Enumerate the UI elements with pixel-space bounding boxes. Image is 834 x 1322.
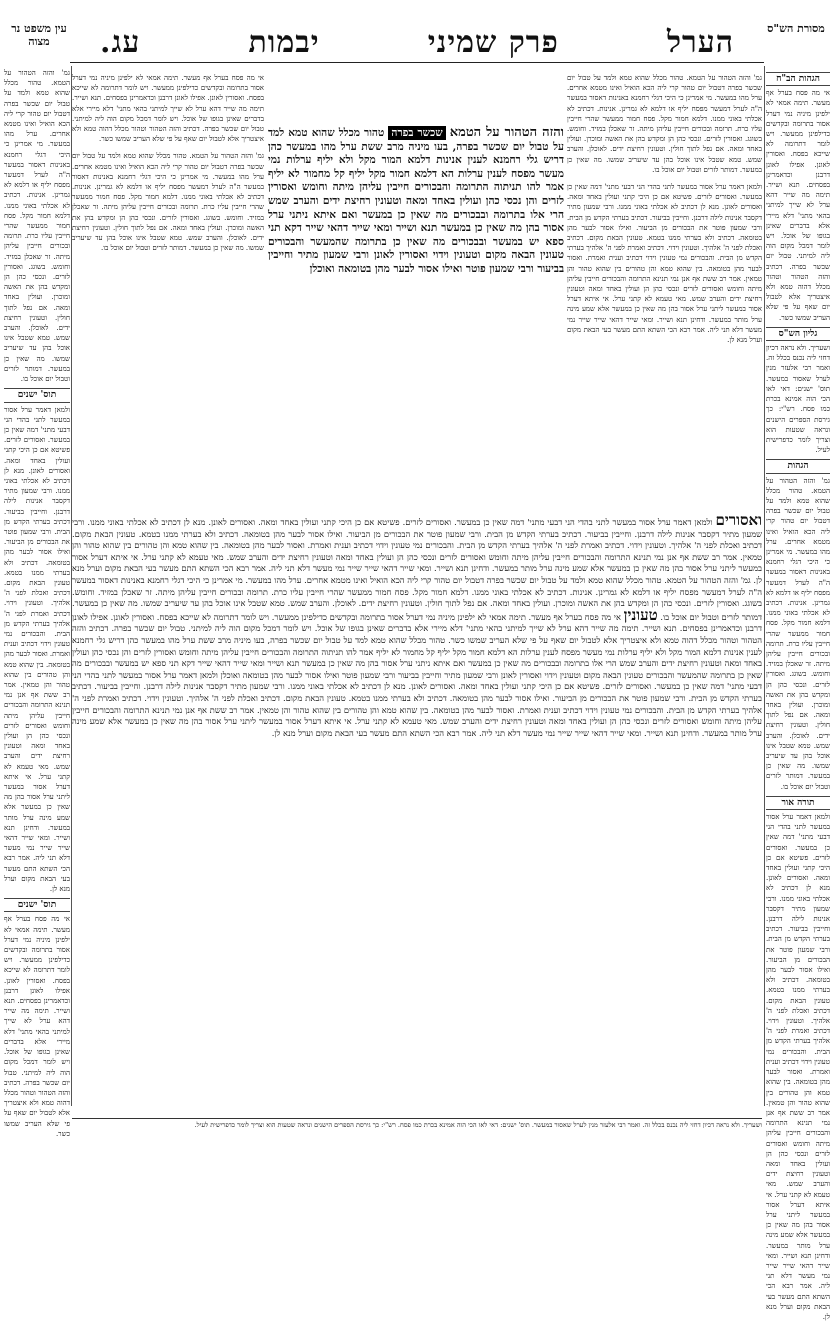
tosafot-text: אי מה פסח בערל אף מעשר. תימה אמאי לא ילפינן מיניה נמי דערל אסור בתרומה ובקדשים כדילפינן ממעשר. ויש לומר דתרומה לא שייכא בפסח. ואסורין לאונן. אפילו לאונן דרבנן וכדאמרינן בפסחים. תנא ושייר. תימה מה שייר דהא ערל לא שייך למיתני בהאי מתני' דלא מיירי אלא בדברים שאינן בגופו של אוכל. ויש לומר דמכל מקום הוה ליה למיתני. טבול יום שכשר בפרה. דכתיב והזה הטהור וטהור מכלל דהוה טמא ולא איצטריך אלא לטבול יום שאף על פי שלא העריב שמשו כשר. — [72, 74, 264, 144]
chapter-name: הערל — [666, 25, 734, 60]
masoret-hashas-heading: מסורת הש"ס — [767, 22, 825, 35]
rashi-text: גמ' והזה הטהור על הטמא. טהור מכלל שהוא טמא ולמד על טבול יום שכשר בפרה דטבול יום טהור קרי ליה הכא הואיל ואינו מטמא אחרים. ערל מהו במעשר. מי אמרינן כי היכי דגלי רחמנא באנינות דאסור במעשר ה"ה לערל דמעשר מפסח יליף או דלמא לא גמרינן. אנינות. דכתיב לא אכלתי באוני ממנו. דלמא חמור מקל. פסח חמור ממעשר שהרי חייבין עליו כרת. תרומה ובכורים חייבין עליהן מיתה. זר שאכלן במזיד. וחומש. בשוגג. ואסורין לזרים. ונכסי כהן הן ומקדש בהן את האשה ומוכרן. ועולין באחד ומאה. אם נפל לתוך חולין. וטעונין רחיצת ידים. לאוכלן. והערב שמש. טמא שטבל אינו אוכל בהן עד שיעריב שמשו. מה שאין כן במעשר. דמותר לזרים וטבול יום אוכל בו. — [567, 74, 762, 174]
central-text — [268, 126, 564, 506]
tosafot-yeshanim-text-2: אי מה פסח בערל אף מעשר. תימה אמאי לא ילפינן מיניה נמי דערל אסור בתרומה ובקדשים כדילפינן ממעשר. ויש לומר דתרומה לא שייכא בפסח. ואסורין לאונן. אפילו לאונן דרבנן וכדאמרינן בפסחים. תנא ושייר. תימה מה שייר דהא ערל לא שייך למיתני בהאי מתני' דלא מיירי אלא בדברים שאינן בגופו של אוכל. ויש לומר דמכל מקום הוה ליה למיתני. טבול יום שכשר בפרה. דכתיב והזה הטהור וטהור מכלל דהוה טמא ולא איצטריך אלא לטבול יום שאף על פי שלא העריב שמשו כשר. — [4, 915, 70, 1138]
left-margin-column — [4, 68, 70, 1138]
ein-mishpat-heading: עין משפט נר מצוה — [11, 22, 67, 48]
hagahot-habach-title: הגהות הב"ח — [766, 72, 830, 86]
gemara-lead-word: ואסורים — [715, 511, 762, 529]
torah-or-text: ולמאן דאמר ערל אסור במעשר לתני בהדי הני דבעי מתני' דמה שאין כן במעשר. ואסורים לזרים. פשיטא אם כן היכי קתני ועולין באחד ומאה. ואסורים לאונן. מנא לן דכתיב לא אכלתי באוני ממנו. ורבי שמעון מתיר דקסבר אנינות לילה דרבנן. וחייבין בביעור. דכתיב בערתי הקדש מן הבית. ורבי שמעון פוטר את הבכורים מן הביעור. ואילו אסור לבער מהן בטומאה. דכתיב ולא בערתי ממנו בטמא. טעונין הבאת מקום. דכתיב ואכלת לפני ה' אלהיך. וטעונין וידוי. דכתיב ואמרת לפני ה' אלהיך בערתי הקדש מן הבית. והבכורים נמי טעונין וידוי דכתיב וענית ואמרת. ואסור לבער מהן בטומאה. בין שהוא טמא והן טהורים בין שהוא טהור והן טמאין. אמר רב ששת אף אנן נמי תנינא התרומה והבכורים חייבין עליהן מיתה וחומש ואסורים לזרים ונכסי כהן הן ועולין באחד ומאה וטעונין רחיצת ידים והערב שמש. מאי טעמא לא קתני ערל. אי איתא דערל אסור במעשר ליתני ערל אסור בהן מה שאין כן במעשר אלא שמע מינה ערל מותר במעשר. ודחינן תנא ושייר. ומאי שייר דהאי שייר שייר נמי מעשר דלא תני ליה. אמר רבא הכי השתא התם מעשר בעי הבאת מקום וערל מנא לן. — [766, 813, 830, 1321]
folio-number: עג. — [100, 25, 141, 60]
gemara-text-3: אי מה פסח בערל אף מעשר. תימה אמאי לא ילפינן מיניה נמי דערל אסור בתרומה ובקדשים כדילפינן ממעשר. ויש לומר דתרומה לא שייכא בפסח. ואסורין לאונן. אפילו לאונן דרבנן וכדאמרינן בפסחים. תנא ושייר. תימה מה שייר דהא ערל לא שייך למיתני בהאי מתני' דלא מיירי אלא בדברים שאינן בגופו של אוכל. ויש לומר דמכל מקום הוה ליה למיתני. טבול יום שכשר בפרה. דכתיב והזה הטהור וטהור מכלל דהוה טמא ולא איצטריך אלא לטבול יום שאף על פי שלא העריב שמשו כשר. — [72, 611, 763, 645]
hagahot-habach-text: אי מה פסח בערל אף מעשר. תימה אמאי לא ילפינן מיניה נמי דערל אסור בתרומה ובקדשים כדילפינן ממעשר. ויש לומר דתרומה לא שייכא בפסח. ואסורין לאונן. אפילו לאונן דרבנן וכדאמרינן בפסחים. תנא ושייר. תימה מה שייר דהא ערל לא שייך למיתני בהאי מתני' דלא מיירי אלא בדברים שאינן בגופו של אוכל. ויש לומר דמכל מקום הוה ליה למיתני. טבול יום שכשר בפרה. דכתיב והזה הטהור וטהור מכלל דהוה טמא ולא איצטריך אלא לטבול יום שאף על פי שלא העריב שמשו כשר. — [766, 89, 830, 322]
torah-or-title: תורה אור — [766, 796, 830, 810]
ein-mishpat-text: גמ' והזה הטהור על הטמא. טהור מכלל שהוא טמא ולמד על טבול יום שכשר בפרה דטבול יום טהור קרי ליה הכא הואיל ואינו מטמא אחרים. ערל מהו במעשר. מי אמרינן כי היכי דגלי רחמנא באנינות דאסור במעשר ה"ה לערל דמעשר מפסח יליף או דלמא לא גמרינן. אנינות. דכתיב לא אכלתי באוני ממנו. דלמא חמור מקל. פסח חמור ממעשר שהרי חייבין עליו כרת. תרומה ובכורים חייבין עליהן מיתה. זר שאכלן במזיד. וחומש. בשוגג. ואסורין לזרים. ונכסי כהן הן ומקדש בהן את האשה ומוכרן. ועולין באחד ומאה. אם נפל לתוך חולין. וטעונין רחיצת ידים. לאוכלן. והערב שמש. טמא שטבל אינו אוכל בהן עד שיעריב שמשו. מה שאין כן במעשר. דמותר לזרים וטבול יום אוכל בו. — [4, 69, 70, 384]
gemara-lead-word-2: טעונין — [623, 605, 658, 624]
page-header — [100, 22, 734, 60]
hagahot-title: הגהות — [766, 459, 830, 473]
rashi-text-cont: ולמאן דאמר ערל אסור במעשר לתני בהדי הני דבעי מתני' דמה שאין כן במעשר. ואסורים לזרים. פשיטא אם כן היכי קתני ועולין באחד ומאה. ואסורים לאונן. מנא לן דכתיב לא אכלתי באוני ממנו. ורבי שמעון מתיר דקסבר אנינות לילה דרבנן. וחייבין בביעור. דכתיב בערתי הקדש מן הבית. ורבי שמעון פוטר את הבכורים מן הביעור. ואילו אסור לבער מהן בטומאה. דכתיב ולא בערתי ממנו בטמא. טעונין הבאת מקום. דכתיב ואכלת לפני ה' אלהיך. וטעונין וידוי. דכתיב ואמרת לפני ה' אלהיך בערתי הקדש מן הבית. והבכורים נמי טעונין וידוי דכתיב וענית ואמרת. ואסור לבער מהן בטומאה. בין שהוא טמא והן טהורים בין שהוא טהור והן טמאין. אמר רב ששת אף אנן נמי תנינא התרומה והבכורים חייבין עליהן מיתה וחומש ואסורים לזרים ונכסי כהן הן ועולין באחד ומאה וטעונין רחיצת ידים והערב שמש. מאי טעמא לא קתני ערל. אי איתא דערל אסור במעשר ליתני ערל אסור בהן מה שאין כן במעשר אלא שמע מינה ערל מותר במעשר. ודחינן תנא ושייר. ומאי שייר דהאי שייר שייר נמי מעשר דלא תני ליה. אמר רבא הכי השתא התם מעשר בעי הבאת מקום וערל מנא לן. — [567, 183, 762, 345]
header-rule — [70, 62, 764, 63]
rashi-commentary — [567, 66, 762, 511]
hagahot-text: גמ' והזה הטהור על הטמא. טהור מכלל שהוא טמא ולמד על טבול יום שכשר בפרה דטבול יום טהור קרי ליה הכא הואיל ואינו מטמא אחרים. ערל מהו במעשר. מי אמרינן כי היכי דגלי רחמנא באנינות דאסור במעשר ה"ה לערל דמעשר מפסח יליף או דלמא לא גמרינן. אנינות. דכתיב לא אכלתי באוני ממנו. דלמא חמור מקל. פסח חמור ממעשר שהרי חייבין עליו כרת. תרומה ובכורים חייבין עליהן מיתה. זר שאכלן במזיד. וחומש. בשוגג. ואסורין לזרים. ונכסי כהן הן ומקדש בהן את האשה ומוכרן. ועולין באחד ומאה. אם נפל לתוך חולין. וטעונין רחיצת ידים. לאוכלן. והערב שמש. טמא שטבל אינו אוכל בהן עד שיעריב שמשו. מה שאין כן במעשר. דמותר לזרים וטבול יום אוכל בו. — [766, 476, 830, 791]
chapter-number: פרק שמיני — [427, 25, 559, 60]
gemara-text-4: טהור מכלל שהוא טמא למד על טבול יום שכשר בפרה, בעו מיניה מרב ששת ערל מהו במעשר כהן דריש גלי רחמנא לענין אנינות דלמא המור מקל ולא יליף ערלות נמי מעשר מפסח לענין ערלות הא דלמא חמור מקל יליף קל מחמור לא יליף אמר להו תניתוה התרומה והבכורים חייבין עליהן מיתה וחומש ואסורין לזרים והן נכסי כהן ועולין באחד ומאה וטעונין רחיצת ידים והערב שמש הרי אלו בתרומה ובבכורים מה שאין כן במעשר ואם איתא ניתני ערל אסור בהן מה שאין כן במעשר תנא ושייר ומאי שייר דהאי שייר דקא תני ספא יש במעשר ובבכורים מה שאין כן בתרומה שהמעשר והבכורים טעונין הבאה מקום וטעונין וידוי ואסורין לאונן ורבי שמעון מתיר וחייבין בביעור ורבי שמעון פוטר ואילו אסור לבער מהן בטומאה ואוכלן — [72, 634, 763, 680]
tosafot-text-cont: גמ' והזה הטהור על הטמא. טהור מכלל שהוא טמא ולמד על טבול יום שכשר בפרה דטבול יום טהור קרי ליה הכא הואיל ואינו מטמא אחרים. ערל מהו במעשר. מי אמרינן כי היכי דגלי רחמנא באנינות דאסור במעשר ה"ה לערל דמעשר מפסח יליף או דלמא לא גמרינן. אנינות. דכתיב לא אכלתי באוני ממנו. דלמא חמור מקל. פסח חמור ממעשר שהרי חייבין עליו כרת. תרומה ובכורים חייבין עליהן מיתה. זר שאכלן במזיד. וחומש. בשוגג. ואסורין לזרים. ונכסי כהן הן ומקדש בהן את האשה ומוכרן. ועולין באחד ומאה. אם נפל לתוך חולין. וטעונין רחיצת ידים. לאוכלן. והערב שמש. טמא שטבל אינו אוכל בהן עד שיעריב שמשו. מה שאין כן במעשר. דמותר לזרים וטבול יום אוכל בו. — [72, 152, 264, 253]
gilyon-hashas-title: גליון הש"ס — [766, 327, 830, 341]
tosafot-commentary — [72, 66, 264, 511]
lower-gemara — [72, 511, 763, 1113]
central-opening-words: והזה הטהור על הטמא — [449, 125, 564, 140]
gemara-text-2: גמ' והזה הטהור על הטמא. טהור מכלל שהוא טמא ולמד על טבול יום שכשר בפרה דטבול יום טהור קרי ליה הכא הואיל ואינו מטמא אחרים. ערל מהו במעשר. מי אמרינן כי היכי דגלי רחמנא באנינות דאסור במעשר ה"ה לערל דמעשר מפסח יליף או דלמא לא גמרינן. אנינות. דכתיב לא אכלתי באוני ממנו. דלמא חמור מקל. פסח חמור ממעשר שהרי חייבין עליו כרת. תרומה ובכורים חייבין עליהן מיתה. זר שאכלן במזיד. וחומש. בשוגג. ואסורין לזרים. ונכסי כהן הן ומקדש בהן את האשה ומוכרן. ועולין באחד ומאה. אם נפל לתוך חולין. וטעונין רחיצת ידים. לאוכלן. והערב שמש. טמא שטבל אינו אוכל בהן עד שיעריב שמשו. מה שאין כן במעשר. דמותר לזרים וטבול יום אוכל בו. — [72, 574, 762, 622]
bottom-notes — [72, 1118, 762, 1173]
gemara-text: ולמאן דאמר ערל אסור במעשר לתני בהדי הני דבעי מתני' דמה שאין כן במעשר. ואסורים לזרים. פשיטא אם כן היכי קתני ועולין באחד ומאה. ואסורים לאונן. מנא לן דכתיב לא אכלתי באוני ממנו. ורבי שמעון מתיר דקסבר אנינות לילה דרבנן. וחייבין בביעור. דכתיב בערתי הקדש מן הבית. ורבי שמעון פוטר את הבכורים מן הביעור. ואילו אסור לבער מהן בטומאה. דכתיב ולא בערתי ממנו בטמא. טעונין הבאת מקום. דכתיב ואכלת לפני ה' אלהיך. וטעונין וידוי. דכתיב ואמרת לפני ה' אלהיך בערתי הקדש מן הבית. והבכורים נמי טעונין וידוי דכתיב וענית ואמרת. ואסור לבער מהן בטומאה. בין שהוא טמא והן טהורים בין שהוא טהור והן טמאין. אמר רב ששת אף אנן נמי תנינא התרומה והבכורים חייבין עליהן מיתה וחומש ואסורים לזרים ונכסי כהן הן ועולין באחד ומאה וטעונין רחיצת ידים והערב שמש. מאי טעמא לא קתני ערל. אי איתא דערל אסור במעשר ליתני ערל אסור בהן מה שאין כן במעשר אלא שמע מינה ערל מותר במעשר. ודחינן תנא ושייר. ומאי שייר דהאי שייר שייר נמי מעשר דלא תני ליה. אמר רבא הכי השתא התם מעשר בעי הבאת מקום וערל מנא לן. — [72, 517, 763, 585]
right-column-divider — [764, 66, 765, 1106]
gilyon-hashas-text: ושעריך. ולא נראה דכיון דחזי ליה נכנס בכלל זה. ואמר רבי אלעזר מנין לערל שאסור במעשר. תוס' ישנים: דאי לאו הכי הוה אמינא בכרת כמו פסח. רש"י: כך גירסת הספרים הישנים ונראה שטעות הוא וצריך לומר כדפרישית לעיל. — [766, 344, 830, 455]
gemara-text-5: ולמאן דאמר ערל אסור במעשר לתני בהדי הני דבעי מתני' דמה שאין כן במעשר. ואסורים לזרים. פשיטא אם כן היכי קתני ועולין באחד ומאה. ואסורים לאונן. מנא לן דכתיב לא אכלתי באוני ממנו. ורבי שמעון מתיר דקסבר אנינות לילה דרבנן. וחייבין בביעור. דכתיב בערתי הקדש מן הבית. ורבי שמעון פוטר את הבכורים מן הביעור. ואילו אסור לבער מהן בטומאה. דכתיב ולא בערתי ממנו בטמא. טעונין הבאת מקום. דכתיב ואכלת לפני ה' אלהיך. וטעונין וידוי. דכתיב ואמרת לפני ה' אלהיך בערתי הקדש מן הבית. והבכורים נמי טעונין וידוי דכתיב וענית ואמרת. ואסור לבער מהן בטומאה. בין שהוא טמא והן טהורים בין שהוא טהור והן טמאין. אמר רב ששת אף אנן נמי תנינא התרומה והבכורים חייבין עליהן מיתה וחומש ואסורים לזרים ונכסי כהן הן ועולין באחד ומאה וטעונין רחיצת ידים והערב שמש. מאי טעמא לא קתני ערל. אי איתא דערל אסור במעשר ליתני ערל אסור בהן מה שאין כן במעשר אלא שמע מינה ערל מותר במעשר. ודחינן תנא ושייר. ומאי שייר דהאי שייר שייר נמי מעשר דלא תני ליה. אמר רבא הכי השתא התם מעשר בעי הבאת מקום וערל מנא לן. — [72, 669, 762, 738]
tractate-name: יבמות — [248, 25, 320, 60]
tosafot-yeshanim-title: תוס' ישנים — [4, 388, 70, 402]
tosafot-yeshanim-text: ולמאן דאמר ערל אסור במעשר לתני בהדי הני דבעי מתני' דמה שאין כן במעשר. ואסורים לזרים. פשיטא אם כן היכי קתני ועולין באחד ומאה. ואסורים לאונן. מנא לן דכתיב לא אכלתי באוני ממנו. ורבי שמעון מתיר דקסבר אנינות לילה דרבנן. וחייבין בביעור. דכתיב בערתי הקדש מן הבית. ורבי שמעון פוטר את הבכורים מן הביעור. ואילו אסור לבער מהן בטומאה. דכתיב ולא בערתי ממנו בטמא. טעונין הבאת מקום. דכתיב ואכלת לפני ה' אלהיך. וטעונין וידוי. דכתיב ואמרת לפני ה' אלהיך בערתי הקדש מן הבית. והבכורים נמי טעונין וידוי דכתיב וענית ואמרת. ואסור לבער מהן בטומאה. בין שהוא טמא והן טהורים בין שהוא טהור והן טמאין. אמר רב ששת אף אנן נמי תנינא התרומה והבכורים חייבין עליהן מיתה וחומש ואסורים לזרים ונכסי כהן הן ועולין באחד ומאה וטעונין רחיצת ידים והערב שמש. מאי טעמא לא קתני ערל. אי איתא דערל אסור במעשר ליתני ערל אסור בהן מה שאין כן במעשר אלא שמע מינה ערל מותר במעשר. ודחינן תנא ושייר. ומאי שייר דהאי שייר שייר נמי מעשר דלא תני ליה. אמר רבא הכי השתא התם מעשר בעי הבאת מקום וערל מנא לן. — [4, 405, 70, 894]
bottom-notes-text: ושעריך. ולא נראה דכיון דחזי ליה נכנס בכלל זה. ואמר רבי אלעזר מנין לערל שאסור במעשר. תוס' ישנים: דאי לאו הכי הוה אמינא בכרת כמו פסח. רש"י: כך גירסת הספרים הישנים ונראה שטעות הוא וצריך לומר כדפרישית לעיל. — [194, 1121, 762, 1129]
tosafot-yeshanim-title-2: תוס' ישנים — [4, 898, 70, 912]
central-body: טהור מכלל שהוא טמא למד על טבול יום שכשר בפרה, בעו מיניה מרב ששת ערל מהו במעשר כהן דריש גלי רחמנא לענין אנינות דלמא המור מקל ולא יליף ערלות נמי מעשר מפסח לענין ערלות הא דלמא חמור מקל יליף קל מחמור לא יליף אמר להו תניתוה התרומה והבכורים חייבין עליהן מיתה וחומש ואסורין לזרים והן נכסי כהן ועולין באחד ומאה וטעונין רחיצת ידים והערב שמש הרי אלו בתרומה ובבכורים מה שאין כן במעשר ואם איתא ניתני ערל אסור בהן מה שאין כן במעשר תנא ושייר ומאי שייר דהאי שייר דקא תני ספא יש במעשר ובבכורים מה שאין כן בתרומה שהמעשר והבכורים טעונין הבאה מקום וטעונין וידוי ואסורין לאונן ורבי שמעון מתיר וחייבין בביעור ורבי שמעון פוטר ואילו אסור לבער מהן בטומאה ואוכלן — [268, 127, 564, 275]
boxed-word: שכשר בפרה — [388, 126, 445, 140]
right-margin-column — [766, 68, 830, 1321]
